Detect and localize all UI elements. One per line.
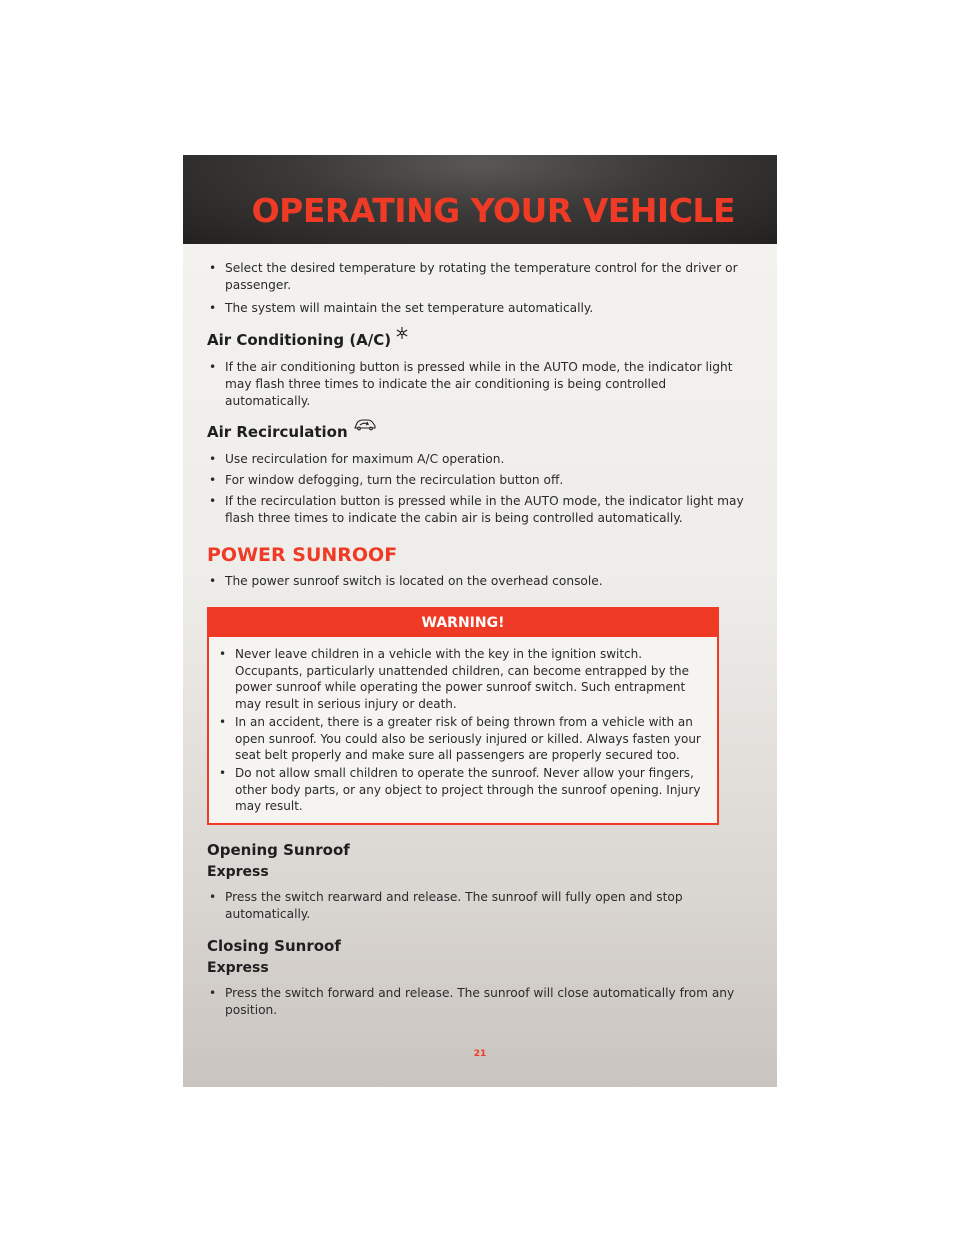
section-title: OPERATING YOUR VEHICLE [251, 191, 735, 230]
ac-bullet-auto: • If the air conditioning button is pressed while in the AUTO mode, the indicator light may flash three times to indicate the air conditioning is being controlled automatically. [207, 359, 745, 410]
recirc-heading-text: Air Recirculation [207, 423, 348, 441]
closing-express-subheading: Express [207, 960, 269, 977]
section-header-bar [183, 155, 777, 244]
snowflake-icon [395, 325, 409, 345]
opening-bullet: • Press the switch rearward and release. The sunroof will fully open and stop automatically. [207, 889, 745, 923]
closing-bullet: • Press the switch forward and release. The sunroof will close automatically from any position. [207, 985, 745, 1019]
sunroof-bullet-switch: • The power sunroof switch is located on the overhead console. [207, 573, 745, 590]
page-number: 21 [473, 1049, 487, 1059]
warning-bullet-children: • Never leave children in a vehicle with the key in the ignition switch. Occupants, particularly unattended children, can become entrapped by the power sunroof while operating the power sunroof switch. Such entrapment may result in serious injury or death. [217, 646, 705, 713]
warning-box [207, 607, 719, 825]
recirc-bullet-defog: • For window defogging, turn the recirculation button off. [207, 472, 745, 489]
power-sunroof-heading: POWER SUNROOF [207, 544, 398, 566]
page-content [183, 244, 777, 1019]
recirc-bullet-max: • Use recirculation for maximum A/C operation. [207, 451, 745, 468]
recirculation-car-icon [354, 416, 376, 436]
warning-title: WARNING! [209, 609, 717, 637]
recirc-bullet-auto: • If the recirculation button is pressed while in the AUTO mode, the indicator light may flash three times to indicate the cabin air is being controlled automatically. [207, 493, 745, 527]
intro-bullet-maintain: • The system will maintain the set temperature automatically. [207, 300, 745, 317]
ac-heading-text: Air Conditioning (A/C) [207, 331, 392, 349]
warning-body [209, 637, 717, 823]
opening-express-subheading: Express [207, 864, 269, 881]
warning-bullet-accident: • In an accident, there is a greater risk of being thrown from a vehicle with an open sunroof. You could also be seriously injured or killed. Always fasten your seat belt properly and make sure all passengers are properly secured too. [217, 714, 705, 764]
opening-sunroof-heading: Opening Sunroof [207, 841, 350, 860]
manual-page [183, 155, 777, 1087]
recirc-heading [207, 422, 777, 442]
intro-bullet-temperature: • Select the desired temperature by rotating the temperature control for the driver or passenger. [207, 260, 745, 294]
closing-sunroof-heading: Closing Sunroof [207, 937, 341, 956]
ac-heading [207, 330, 777, 350]
warning-bullet-small-children: • Do not allow small children to operate the sunroof. Never allow your fingers, other body parts, or any object to project through the sunroof opening. Injury may result. [217, 765, 705, 815]
